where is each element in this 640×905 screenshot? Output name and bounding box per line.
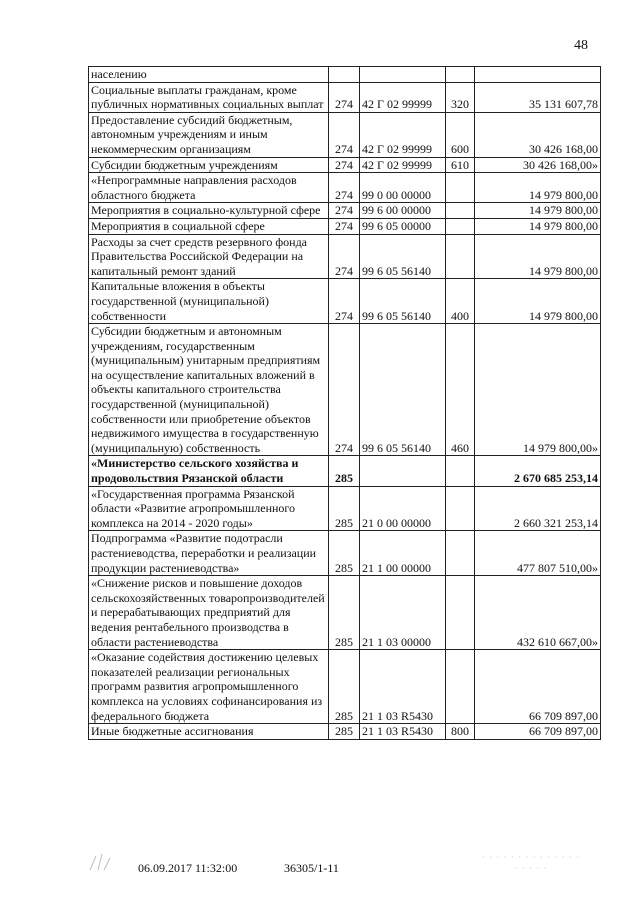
table-row: [89, 173, 601, 203]
footer-faint-print: · · · · · · · · · · · · · · · · · · ·: [481, 852, 581, 873]
cell-csr: 99 0 00 00000: [360, 173, 446, 203]
cell-adm: 274: [329, 82, 360, 112]
cell-adm: 274: [329, 112, 360, 157]
cell-adm: 285: [329, 724, 360, 740]
cell-sum: 14 979 800,00: [475, 203, 601, 219]
table-row: [89, 112, 601, 157]
cell-name: «Оказание содействия достижению целевых показателей реализации региональных программ развития агропромышленного комплекса на условиях софинансирования из федерального бюджета: [89, 650, 329, 724]
cell-adm: 285: [329, 486, 360, 531]
cell-adm: 274: [329, 234, 360, 279]
cell-name: Мероприятия в социальной сфере: [89, 218, 329, 234]
cell-vr: 460: [446, 324, 475, 456]
cell-vr: 320: [446, 82, 475, 112]
cell-sum: 30 426 168,00»: [475, 157, 601, 173]
table-row: [89, 82, 601, 112]
cell-csr: 42 Г 02 99999: [360, 157, 446, 173]
cell-csr: 21 1 00 00000: [360, 531, 446, 576]
cell-name: «Министерство сельского хозяйства и продовольствия Рязанской области: [89, 456, 329, 486]
cell-name: Социальные выплаты гражданам, кроме публичных нормативных социальных выплат: [89, 82, 329, 112]
table-row: [89, 650, 601, 724]
cell-adm: 274: [329, 218, 360, 234]
cell-name: населению: [89, 67, 329, 83]
cell-csr: 21 1 03 R5430: [360, 724, 446, 740]
cell-adm: 274: [329, 279, 360, 324]
table-row: [89, 324, 601, 456]
cell-sum: 14 979 800,00: [475, 234, 601, 279]
cell-vr: [446, 173, 475, 203]
cell-vr: [446, 203, 475, 219]
cell-vr: [446, 576, 475, 650]
cell-vr: 600: [446, 112, 475, 157]
cell-adm: 274: [329, 203, 360, 219]
cell-adm: [329, 67, 360, 83]
table-row: [89, 724, 601, 740]
cell-vr: [446, 486, 475, 531]
cell-adm: 285: [329, 531, 360, 576]
cell-csr: 99 6 00 00000: [360, 203, 446, 219]
scan-mark-icon: [86, 850, 116, 874]
cell-sum: 2 670 685 253,14: [475, 456, 601, 486]
budget-table-body: [89, 67, 601, 740]
cell-vr: 400: [446, 279, 475, 324]
cell-csr: [360, 67, 446, 83]
cell-csr: 99 6 05 00000: [360, 218, 446, 234]
cell-vr: [446, 456, 475, 486]
cell-name: Субсидии бюджетным учреждениям: [89, 157, 329, 173]
cell-sum: 432 610 667,00»: [475, 576, 601, 650]
cell-csr: [360, 456, 446, 486]
page-number: 48: [574, 38, 588, 53]
cell-name: Субсидии бюджетным и автономным учреждениям, государственным (муниципальным) унитарным предприятиям на осуществление капитальных вложений в объекты капитального строительства государственной (муниципальной) собственности или приобретение объектов недвижимого имущества в государственную (муниципальную) собственность: [89, 324, 329, 456]
table-row: [89, 218, 601, 234]
cell-sum: 66 709 897,00: [475, 650, 601, 724]
table-row: [89, 486, 601, 531]
cell-sum: 477 807 510,00»: [475, 531, 601, 576]
cell-sum: 35 131 607,78: [475, 82, 601, 112]
cell-vr: [446, 218, 475, 234]
cell-csr: 21 1 03 R5430: [360, 650, 446, 724]
cell-sum: 66 709 897,00: [475, 724, 601, 740]
cell-name: «Снижение рисков и повышение доходов сельскохозяйственных товаропроизводителей и перерабатывающих предприятий для ведения рентабельного производства в области растениеводства: [89, 576, 329, 650]
cell-vr: 800: [446, 724, 475, 740]
cell-name: Иные бюджетные ассигнования: [89, 724, 329, 740]
cell-sum: 14 979 800,00: [475, 279, 601, 324]
cell-sum: 2 660 321 253,14: [475, 486, 601, 531]
cell-vr: [446, 234, 475, 279]
footer-document-number: 36305/1-11: [284, 861, 339, 875]
cell-sum: 14 979 800,00»: [475, 324, 601, 456]
cell-adm: 285: [329, 456, 360, 486]
budget-table: [88, 66, 601, 740]
table-row: [89, 234, 601, 279]
cell-vr: [446, 67, 475, 83]
cell-name: Подпрограмма «Развитие подотрасли растениеводства, переработки и реализации продукции растениеводства»: [89, 531, 329, 576]
cell-csr: 21 1 03 00000: [360, 576, 446, 650]
cell-csr: 99 6 05 56140: [360, 279, 446, 324]
cell-name: «Государственная программа Рязанской области «Развитие агропромышленного комплекса на 2014 - 2020 годы»: [89, 486, 329, 531]
cell-csr: 42 Г 02 99999: [360, 112, 446, 157]
cell-csr: 99 6 05 56140: [360, 234, 446, 279]
table-row: [89, 279, 601, 324]
cell-csr: 42 Г 02 99999: [360, 82, 446, 112]
cell-name: Мероприятия в социально-культурной сфере: [89, 203, 329, 219]
cell-csr: 21 0 00 00000: [360, 486, 446, 531]
table-row: [89, 203, 601, 219]
cell-vr: [446, 650, 475, 724]
table-row: [89, 456, 601, 486]
cell-adm: 274: [329, 324, 360, 456]
cell-name: Предоставление субсидий бюджетным, автономным учреждениям и иным некоммерческим организациям: [89, 112, 329, 157]
cell-name: «Непрограммные направления расходов областного бюджета: [89, 173, 329, 203]
cell-sum: 14 979 800,00: [475, 173, 601, 203]
cell-adm: 274: [329, 157, 360, 173]
footer-date: 06.09.2017 11:32:00: [138, 861, 238, 875]
cell-name: Капитальные вложения в объекты государственной (муниципальной) собственности: [89, 279, 329, 324]
table-row: [89, 67, 601, 83]
table-row: [89, 576, 601, 650]
cell-csr: 99 6 05 56140: [360, 324, 446, 456]
cell-adm: 274: [329, 173, 360, 203]
cell-sum: [475, 67, 601, 83]
table-row: [89, 157, 601, 173]
cell-sum: 14 979 800,00: [475, 218, 601, 234]
cell-vr: 610: [446, 157, 475, 173]
cell-adm: 285: [329, 576, 360, 650]
cell-vr: [446, 531, 475, 576]
cell-name: Расходы за счет средств резервного фонда Правительства Российской Федерации на капитальный ремонт зданий: [89, 234, 329, 279]
cell-sum: 30 426 168,00: [475, 112, 601, 157]
table-row: [89, 531, 601, 576]
cell-adm: 285: [329, 650, 360, 724]
